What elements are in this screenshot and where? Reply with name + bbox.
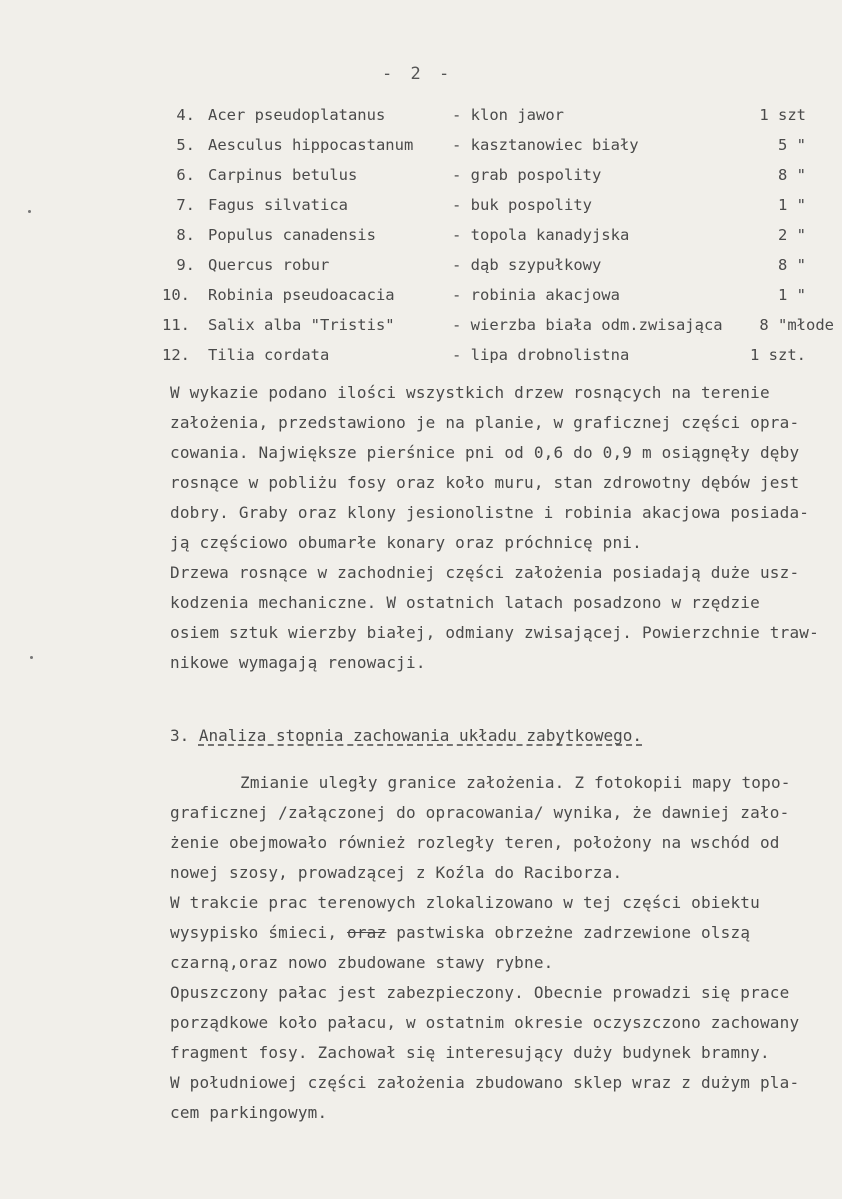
text-line: ją częściowo obumarłe konary oraz próchnicę pni. <box>170 533 642 552</box>
species-number: 11. <box>162 316 190 334</box>
species-row <box>0 196 842 218</box>
scan-speck <box>30 656 33 659</box>
species-latin-name: Carpinus betulus <box>208 166 358 184</box>
species-latin-name: Aesculus hippocastanum <box>208 136 414 154</box>
text-line: żenie obejmowało również rozległy teren, położony na wschód od <box>170 833 780 852</box>
text-line: Opuszczony pałac jest zabezpieczony. Obecnie prowadzi się prace <box>170 983 790 1002</box>
species-polish-name: - topola kanadyjska <box>452 226 630 244</box>
page-number: - 2 - <box>382 64 454 84</box>
text-segment: wysypisko śmieci, <box>170 923 338 942</box>
species-number: 12. <box>162 346 190 364</box>
species-quantity: 1 szt. <box>750 346 806 364</box>
text-line: rosnące w pobliżu fosy oraz koło muru, stan zdrowotny dębów jest <box>170 473 800 492</box>
text-line: nikowe wymagają renowacji. <box>170 653 426 672</box>
text-line: W trakcie prac terenowych zlokalizowano w tej części obiektu <box>170 893 760 912</box>
text-line: W wykazie podano ilości wszystkich drzew rosnących na terenie <box>170 383 770 402</box>
section-heading <box>170 726 642 745</box>
text-line: osiem sztuk wierzby białej, odmiany zwisającej. Powierzchnie traw- <box>170 623 819 642</box>
species-quantity: 8 " <box>778 256 806 274</box>
section-number: 3. <box>170 726 190 745</box>
species-polish-name: - robinia akacjowa <box>452 286 620 304</box>
species-latin-name: Acer pseudoplatanus <box>208 106 386 124</box>
scan-speck <box>28 210 31 213</box>
species-quantity: 8 " <box>778 166 806 184</box>
species-polish-name: - buk pospolity <box>452 196 592 214</box>
species-latin-name: Robinia pseudoacacia <box>208 286 395 304</box>
species-latin-name: Quercus robur <box>208 256 330 274</box>
species-polish-name: - klon jawor <box>452 106 564 124</box>
text-line: kodzenia mechaniczne. W ostatnich latach posadzono w rzędzie <box>170 593 760 612</box>
species-latin-name: Populus canadensis <box>208 226 376 244</box>
text-line: założenia, przedstawiono je na planie, w graficznej części opra- <box>170 413 800 432</box>
species-polish-name: - kasztanowiec biały <box>452 136 639 154</box>
species-row <box>0 256 842 278</box>
species-row <box>0 106 842 128</box>
text-line <box>170 923 750 942</box>
species-polish-name: - wierzba biała odm.zwisająca <box>452 316 723 334</box>
species-number: 10. <box>162 286 190 304</box>
species-latin-name: Tilia cordata <box>208 346 330 364</box>
species-quantity: 1 " <box>778 286 806 304</box>
species-row <box>0 226 842 248</box>
species-quantity: 1 szt <box>759 106 806 124</box>
species-number: 7. <box>176 196 195 214</box>
text-line: graficznej /załączonej do opracowania/ wynika, że dawniej zało- <box>170 803 790 822</box>
section-title: Analiza stopnia zachowania układu zabytkowego. <box>198 726 643 745</box>
species-latin-name: Fagus silvatica <box>208 196 348 214</box>
text-line: nowej szosy, prowadzącej z Koźla do Raciborza. <box>170 863 623 882</box>
text-line: Drzewa rosnące w zachodniej części założenia posiadają duże usz- <box>170 563 800 582</box>
text-line: porządkowe koło pałacu, w ostatnim okresie oczyszczono zachowany <box>170 1013 800 1032</box>
text-line: cowania. Największe pierśnice pni od 0,6 do 0,9 m osiągnęły dęby <box>170 443 800 462</box>
species-quantity: 2 " <box>778 226 806 244</box>
species-row <box>0 286 842 308</box>
species-polish-name: - grab pospolity <box>452 166 602 184</box>
text-line: W południowej części założenia zbudowano sklep wraz z dużym pla- <box>170 1073 800 1092</box>
species-row <box>0 316 842 338</box>
species-number: 6. <box>176 166 195 184</box>
species-polish-name: - dąb szypułkowy <box>452 256 602 274</box>
text-line: dobry. Graby oraz klony jesionolistne i robinia akacjowa posiada- <box>170 503 810 522</box>
species-number: 9. <box>176 256 195 274</box>
text-line: Zmianie uległy granice założenia. Z fotokopii mapy topo- <box>240 773 791 792</box>
species-row <box>0 166 842 188</box>
species-latin-name: Salix alba "Tristis" <box>208 316 395 334</box>
struck-word: oraz <box>347 923 387 942</box>
species-polish-name: - lipa drobnolistna <box>452 346 630 364</box>
species-row <box>0 346 842 368</box>
species-quantity: 8 "młode <box>759 316 834 334</box>
species-number: 5. <box>176 136 195 154</box>
species-number: 8. <box>176 226 195 244</box>
text-line: fragment fosy. Zachował się interesujący duży budynek bramny. <box>170 1043 770 1062</box>
species-row <box>0 136 842 158</box>
species-number: 4. <box>176 106 195 124</box>
text-segment: pastwiska obrzeżne zadrzewione olszą <box>396 923 751 942</box>
text-line: czarną,oraz nowo zbudowane stawy rybne. <box>170 953 554 972</box>
species-quantity: 5 " <box>778 136 806 154</box>
text-line: cem parkingowym. <box>170 1103 328 1122</box>
species-quantity: 1 " <box>778 196 806 214</box>
